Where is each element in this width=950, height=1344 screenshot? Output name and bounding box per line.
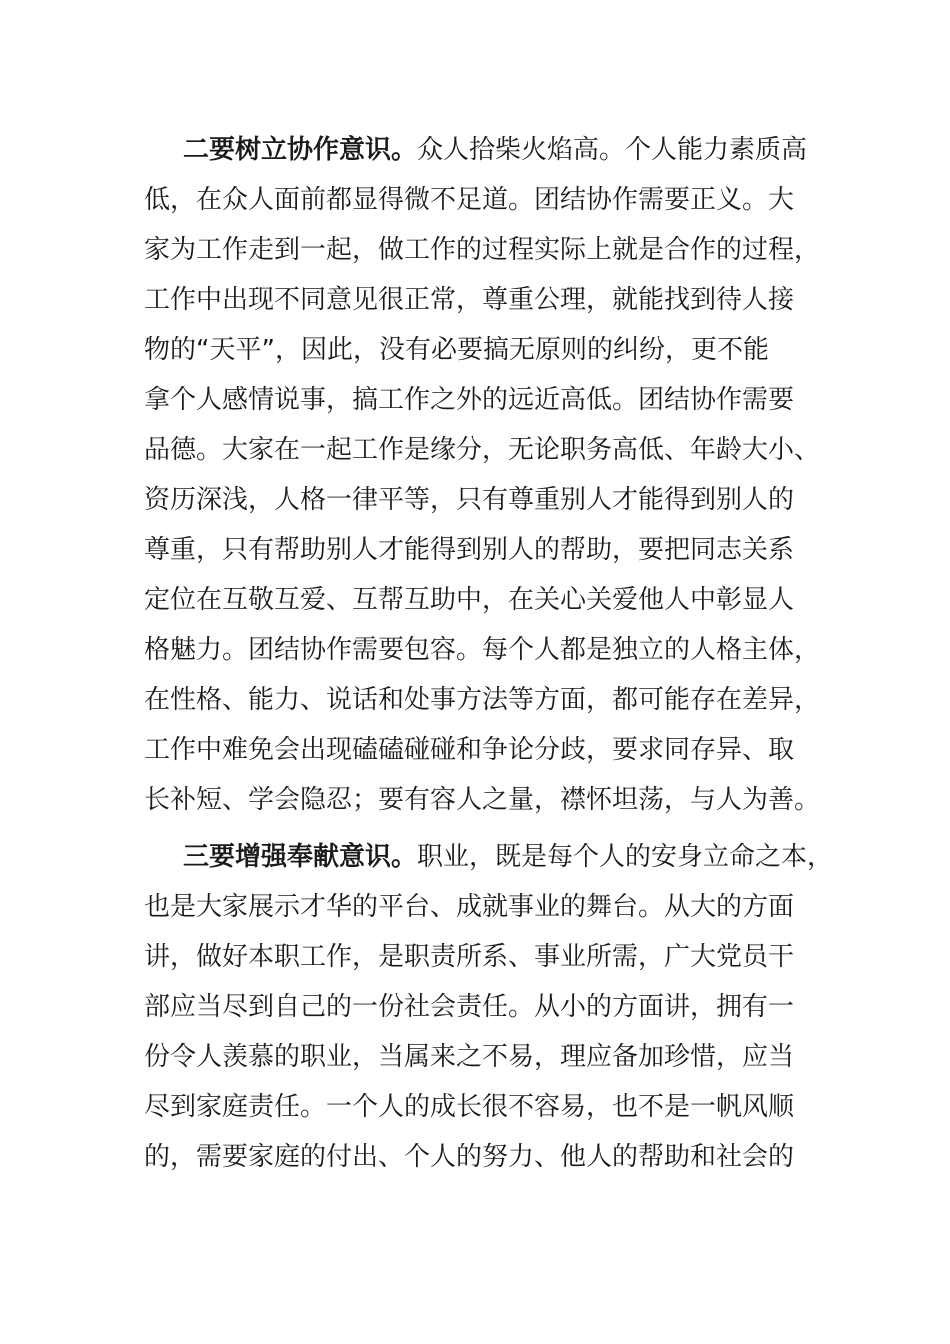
paragraph-1-line-13: 工作中难免会出现磕磕碰碰和争论分歧，要求同存异、取 [144, 735, 795, 765]
paragraph-1-line-14: 长补短、学会隐忍；要有容人之量，襟怀坦荡，与人为善。 [144, 785, 821, 815]
paragraph-2-line-4: 部应当尽到自己的一份社会责任。从小的方面讲，拥有一 [144, 992, 795, 1022]
paragraph-1-line-11: 格魅力。团结协作需要包容。每个人都是独立的人格主体， [144, 635, 821, 665]
paragraph-2-lead: 三要增强奉献意识。 [183, 842, 418, 872]
paragraph-2-line-7: 的，需要家庭的付出、个人的努力、他人的帮助和社会的 [144, 1142, 795, 1172]
paragraph-1-line-9: 尊重，只有帮助别人才能得到别人的帮助，要把同志关系 [144, 535, 795, 565]
paragraph-1-line-6: 拿个人感情说事，搞工作之外的远近高低。团结协作需要 [144, 385, 795, 415]
paragraph-2-line-2: 也是大家展示才华的平台、成就事业的舞台。从大的方面 [144, 892, 795, 922]
paragraph-1-line-7: 品德。大家在一起工作是缘分，无论职务高低、年龄大小、 [144, 435, 821, 465]
paragraph-1-line-8: 资历深浅，人格一律平等，只有尊重别人才能得到别人的 [144, 485, 795, 515]
paragraph-1-line-5: 物的“天平”，因此，没有必要搞无原则的纠纷，更不能 [144, 335, 769, 365]
paragraph-1-line-12: 在性格、能力、说话和处事方法等方面，都可能存在差异， [144, 685, 821, 715]
paragraph-2-text: 职业，既是每个人的安身立命之本， [417, 842, 834, 872]
paragraph-2-line-3: 讲，做好本职工作，是职责所系、事业所需，广大党员干 [144, 942, 795, 972]
paragraph-1-line-1 [183, 130, 807, 170]
paragraph-1-line-2: 低，在众人面前都显得微不足道。团结协作需要正义。大 [144, 185, 795, 215]
paragraph-1-lead: 二要树立协作意识。 [183, 135, 418, 165]
paragraph-1-text: 众人拾柴火焰高。个人能力素质高 [417, 135, 808, 165]
paragraph-1-line-3: 家为工作走到一起，做工作的过程实际上就是合作的过程， [144, 235, 821, 265]
paragraph-2-line-6: 尽到家庭责任。一个人的成长很不容易，也不是一帆风顺 [144, 1092, 795, 1122]
paragraph-1-line-4: 工作中出现不同意见很正常，尊重公理，就能找到待人接 [144, 285, 795, 315]
paragraph-1-line-10: 定位在互敬互爱、互帮互助中，在关心关爱他人中彰显人 [144, 585, 795, 615]
paragraph-2-line-5: 份令人羡慕的职业，当属来之不易，理应备加珍惜，应当 [144, 1042, 795, 1072]
paragraph-2-line-1 [183, 837, 833, 877]
